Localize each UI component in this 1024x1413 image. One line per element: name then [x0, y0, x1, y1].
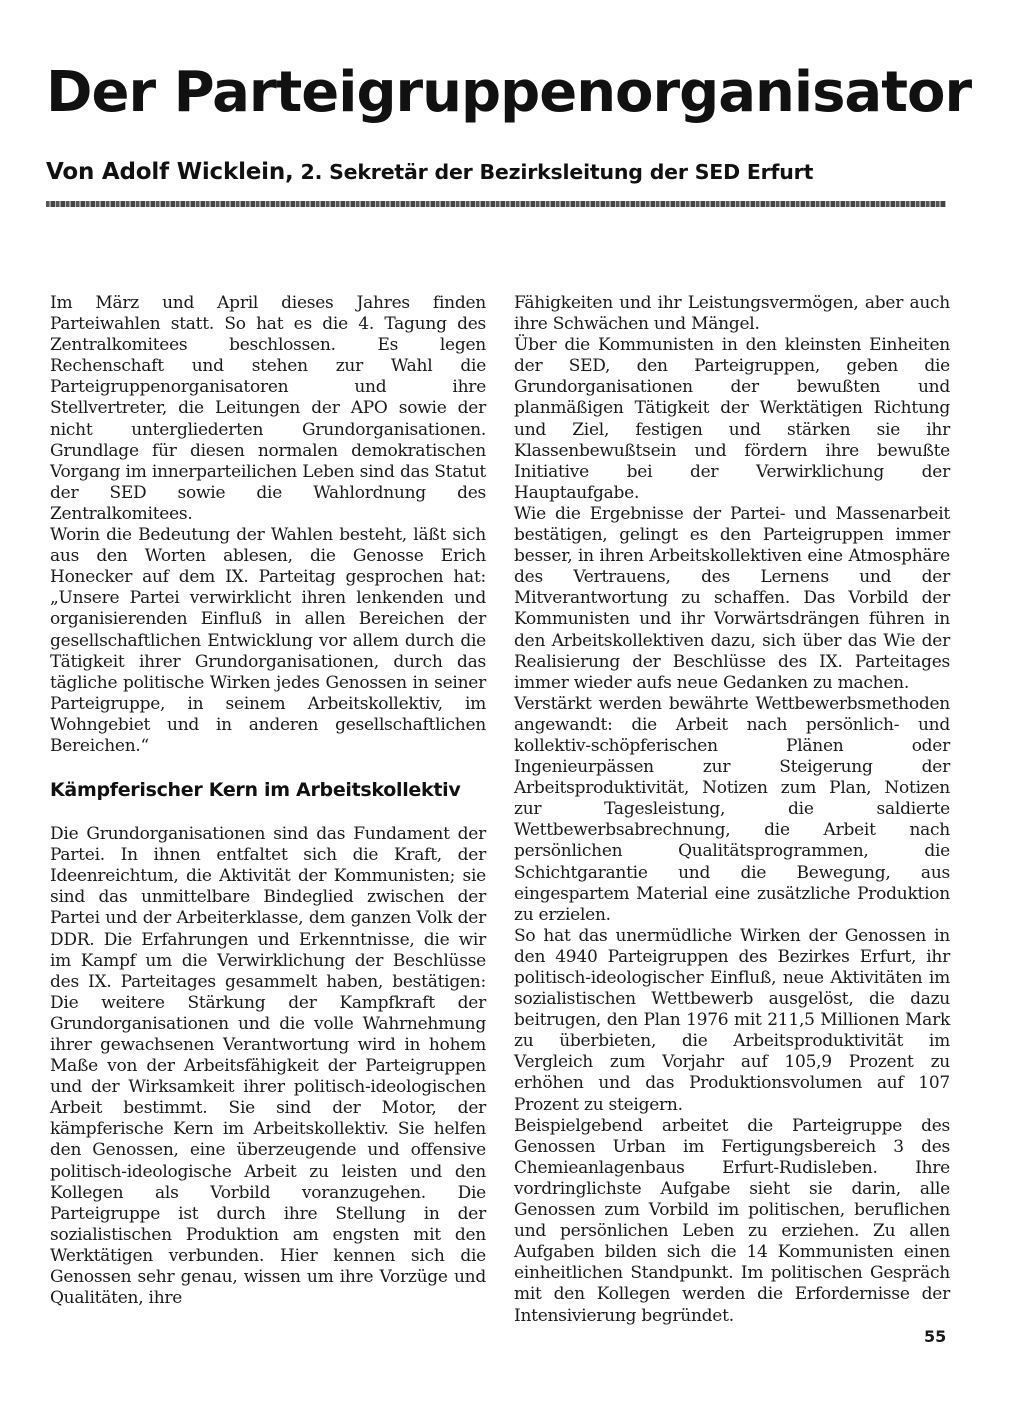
- left-column: [50, 293, 486, 1309]
- paragraph: So hat das unermüdliche Wirken der Genossen in den 4940 Parteigruppen des Bezirkes Erfurt, ihr politisch-ideologischer Einfluß, neue Aktivitäten im sozialistischen Wettbewerb ausgelöst, die dazu beitrugen, den Plan 1976 mit 211,5 Millionen Mark zu überbieten, die Arbeitsproduktivität im Vergleich zum Vorjahr auf 105,9 Prozent zu erhöhen und das Produktionsvolumen auf 107 Prozent zu steigern.: [514, 925, 950, 1115]
- paragraph: Wie die Ergebnisse der Partei- und Massenarbeit bestätigen, gelingt es den Parteigruppen immer besser, in ihren Arbeitskollektiven eine Atmosphäre des Vertrauens, des Lernens und der Mitverantwortung zu schaffen. Das Vorbild der Kommunisten und ihr Vorwärtsdrängen führen in den Arbeitskollektiven dazu, sich über das Wie der Realisierung der Beschlüsse des IX. Parteitages immer wieder aufs neue Gedanken zu machen.: [514, 503, 950, 693]
- right-column: [514, 293, 950, 1327]
- paragraph: Die Grundorganisationen sind das Fundament der Partei. In ihnen entfaltet sich die Kraft, der Ideenreichtum, die Aktivität der Kommunisten; sie sind das unmittelbare Bindeglied zwischen der Partei und der Arbeiterklasse, dem ganzen Volk der DDR. Die Erfahrungen und Erkenntnisse, die wir im Kampf um die Verwirklichung der Beschlüsse des IX. Parteitages gesammelt haben, bestätigen: Die weitere Stärkung der Kampfkraft der Grundorganisationen und die volle Wahrnehmung ihrer gewachsenen Verantwortung wird in hohem Maße von der Arbeitsfähigkeit der Parteigruppen und der Wirksamkeit ihrer politisch-ideologischen Arbeit bestimmt. Sie sind der Motor, der kämpferische Kern im Arbeitskollektiv. Sie helfen den Genossen, eine überzeugende und offensive politisch-ideologische Arbeit zu leisten und den Kollegen als Vorbild voranzugehen. Die Parteigruppe ist durch ihre Stellung in der sozialistischen Produktion am engsten mit den Werktätigen verbunden. Hier kennen sich die Genossen sehr genau, wissen um ihre Vorzüge und Qualitäten, ihre: [50, 824, 486, 1309]
- paragraph: Über die Kommunisten in den kleinsten Einheiten der SED, den Parteigruppen, geben die Grundorganisationen der bewußten und planmäßigen Tätigkeit der Werktätigen Richtung und Ziel, festigen und stärken sie ihr Klassenbewußtsein und fördern ihre bewußte Initiative bei der Verwirklichung der Hauptaufgabe.: [514, 335, 950, 503]
- paragraph: Verstärkt werden bewährte Wettbewerbsmethoden angewandt: die Arbeit nach persönlich- und kollektiv-schöpferischen Plänen oder Ingenieurpässen zur Steigerung der Arbeitsproduktivität, Notizen zum Plan, Notizen zur Tagesleistung, die saldierte Wettbewerbsabrechnung, die Arbeit nach persönlichen Qualitätsprogrammen, die Schichtgarantie und die Bewegung, aus eingespartem Material eine zusätzliche Produktion zu erzielen.: [514, 693, 950, 925]
- paragraph: Worin die Bedeutung der Wahlen besteht, läßt sich aus den Worten ablesen, die Genosse Erich Honecker auf dem IX. Parteitag gesprochen hat: „Unsere Partei verwirklicht ihren lenkenden und organisierenden Einfluß in allen Bereichen der gesellschaftlichen Entwicklung vor allem durch die Tätigkeit ihrer Grundorganisationen, durch das tägliche politische Wirken jedes Genossen in seiner Parteigruppe, in seinem Arbeitskollektiv, im Wohngebiet und in anderen gesellschaftlichen Bereichen.“: [50, 525, 486, 756]
- page-number: 55: [924, 1327, 947, 1346]
- author-name: Von Adolf Wicklein,: [46, 159, 294, 185]
- paragraph: Fähigkeiten und ihr Leistungsvermögen, aber auch ihre Schwächen und Mängel.: [514, 293, 950, 335]
- section-heading: Kämpferischer Kern im Arbeitskollektiv: [50, 779, 461, 802]
- author-role: 2. Sekretär der Bezirksleitung der SED Erfurt: [300, 160, 814, 184]
- paragraph: Im März und April dieses Jahres finden Parteiwahlen statt. So hat es die 4. Tagung des Zentralkomitees beschlossen. Es legen Rechenschaft und stehen zur Wahl die Parteigruppenorganisatoren und ihre Stellvertreter, die Leitungen der APO sowie der nicht untergliederten Grundorganisationen. Grundlage für diesen normalen demokratischen Vorgang im innerparteilichen Leben sind das Statut der SED sowie die Wahlordnung des Zentralkomitees.: [50, 293, 486, 524]
- article-byline: [46, 156, 813, 188]
- article-title: Der Parteigruppenorganisator: [46, 60, 972, 125]
- paragraph: Beispielgebend arbeitet die Parteigruppe des Genossen Urban im Fertigungsbereich 3 des Chemieanlagenbaus Erfurt-Rudisleben. Ihre vordringlichste Aufgabe sieht sie darin, alle Genossen zum Vorbild im politischen, beruflichen und persönlichen Leben zu erziehen. Zu allen Aufgaben bilden sich die 14 Kommunisten einen einheitlichen Standpunkt. Im politischen Gespräch mit den Kollegen werden die Erfordernisse der Intensivierung begründet.: [514, 1115, 950, 1326]
- title-divider: [46, 201, 946, 207]
